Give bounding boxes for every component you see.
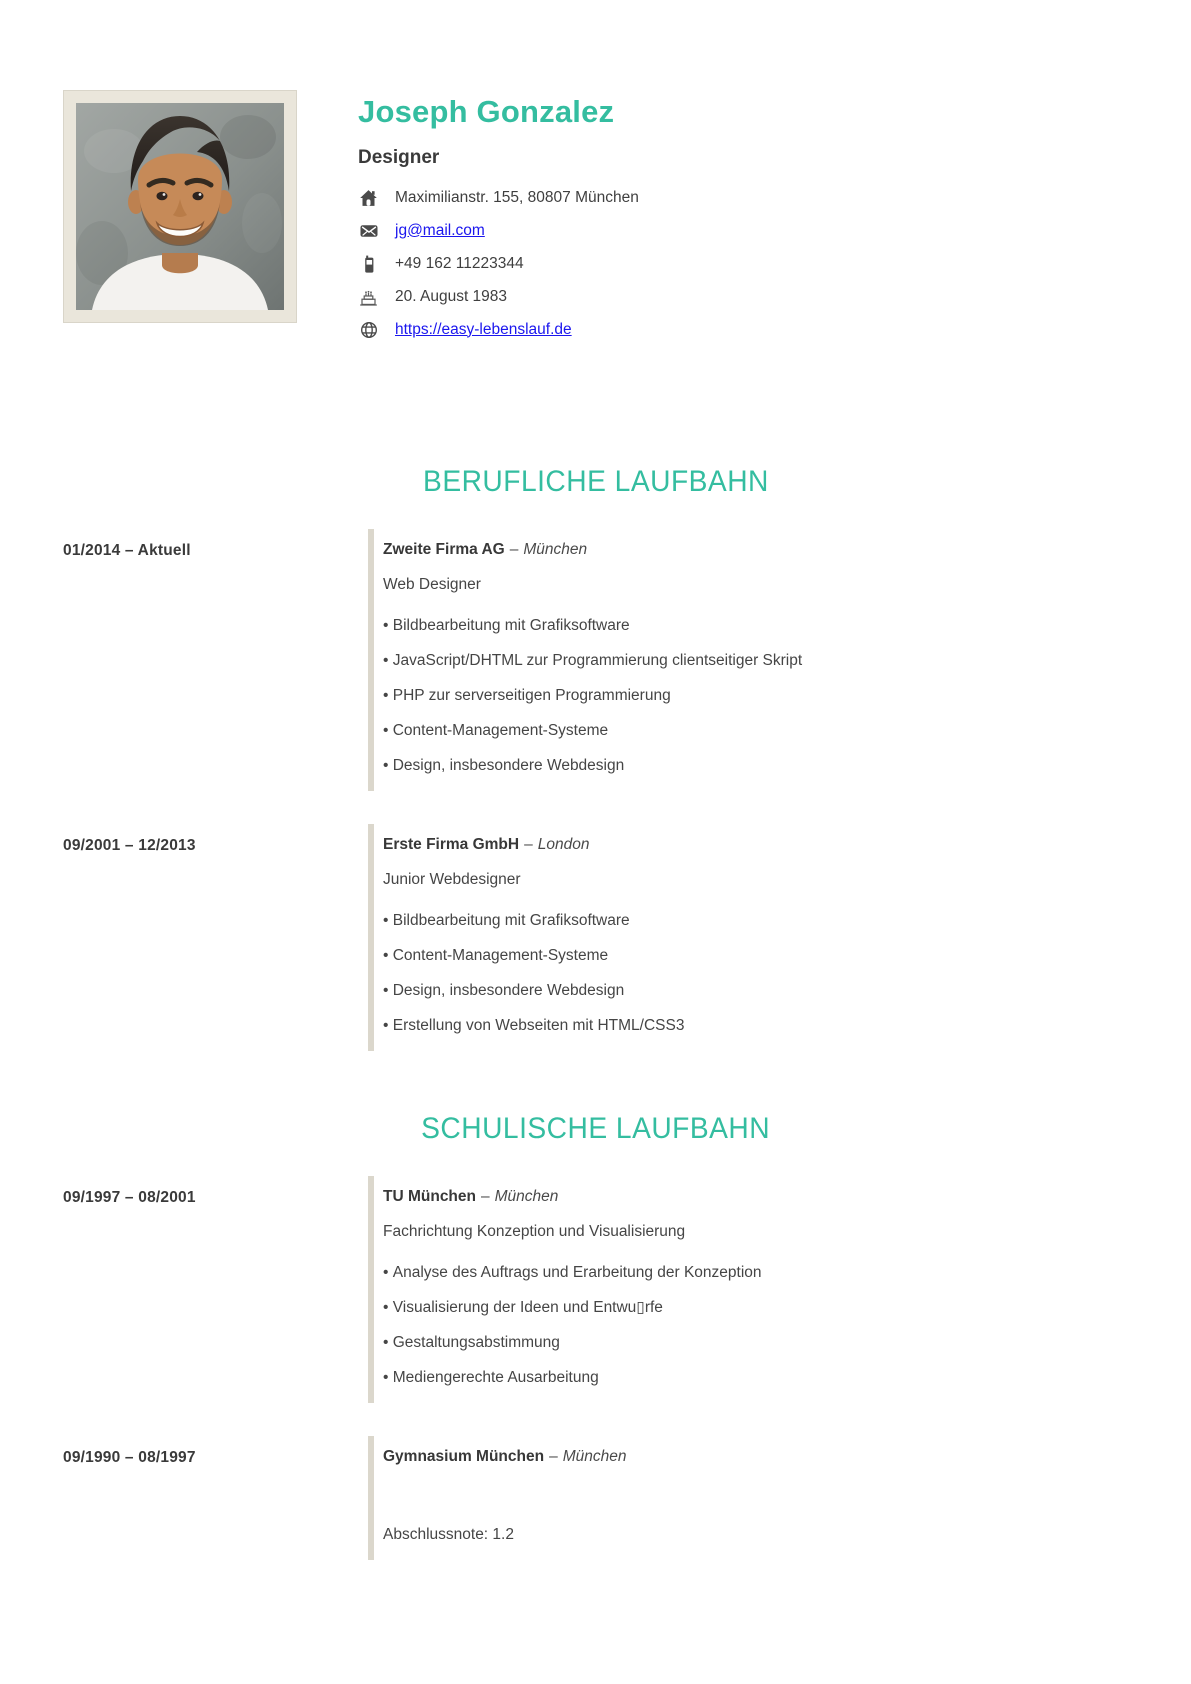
entry-organization: TU München — [383, 1188, 476, 1205]
entry-content — [368, 1436, 1128, 1560]
entry-period: 09/2001 – 12/2013 — [63, 837, 196, 854]
separator-dash: – — [549, 1448, 558, 1465]
bullet-item: • Bildbearbeitung mit Grafiksoftware — [383, 615, 1128, 637]
bullet-item: • Analyse des Auftrags und Erarbeitung der Konzeption — [383, 1262, 1128, 1284]
person-name: Joseph Gonzalez — [358, 94, 615, 129]
separator-dash: – — [509, 541, 519, 558]
phone-icon — [358, 255, 379, 273]
bullet-item: • Visualisierung der Ideen und Entwu▯rfe — [383, 1297, 1128, 1319]
contact-birthday — [358, 280, 639, 313]
entry-final-grade: Abschlussnote: 1.2 — [383, 1526, 514, 1543]
contact-phone-text: +49 162 11223344 — [395, 254, 524, 272]
mail-icon — [358, 222, 379, 240]
contact-list — [358, 181, 639, 346]
profile-photo — [63, 90, 297, 323]
entry-content — [368, 1176, 1128, 1403]
contact-address — [358, 181, 639, 214]
email-link[interactable]: jg@mail.com — [395, 221, 485, 239]
entry-tu-muenchen — [63, 1176, 1128, 1403]
entry-zweite-firma — [63, 529, 1128, 791]
separator-dash: – — [481, 1188, 490, 1205]
entry-title — [383, 539, 1128, 561]
bullet-item: • Mediengerechte Ausarbeitung — [383, 1367, 1128, 1389]
bullet-item: • Design, insbesondere Webdesign — [383, 980, 1128, 1002]
entry-location: München — [562, 1448, 627, 1465]
entry-erste-firma — [63, 824, 1128, 1051]
person-job-title: Designer — [358, 147, 440, 168]
bullet-list — [383, 1262, 1128, 1389]
entry-title — [383, 1446, 1128, 1468]
entry-role: Fachrichtung Konzeption und Visualisierung — [383, 1223, 686, 1240]
home-icon — [358, 189, 379, 207]
entry-title — [383, 1186, 1128, 1208]
entry-gymnasium — [63, 1436, 1128, 1560]
entry-role: Junior Webdesigner — [383, 871, 521, 888]
website-link[interactable]: https://easy-lebenslauf.de — [395, 320, 572, 338]
entry-period: 01/2014 – Aktuell — [63, 542, 191, 559]
entry-organization: Gymnasium München — [383, 1448, 545, 1465]
section-berufliche-laufbahn — [63, 464, 1128, 1051]
bullet-item: • Design, insbesondere Webdesign — [383, 755, 1128, 777]
separator-dash: – — [524, 836, 533, 853]
entry-title — [383, 834, 1128, 856]
entry-location: München — [523, 541, 588, 558]
contact-birthday-text: 20. August 1983 — [395, 287, 508, 305]
section-heading-berufliche-laufbahn: BERUFLICHE LAUFBAHN — [422, 465, 769, 498]
portrait-image — [76, 103, 284, 310]
section-heading-schulische-laufbahn: SCHULISCHE LAUFBAHN — [421, 1112, 770, 1145]
entry-organization: Erste Firma GmbH — [383, 836, 520, 853]
contact-email — [358, 214, 639, 247]
entry-organization: Zweite Firma AG — [383, 541, 505, 558]
bullet-item: • Gestaltungsabstimmung — [383, 1332, 1128, 1354]
contact-address-text: Maximilianstr. 155, 80807 München — [395, 188, 639, 206]
bullet-item: • Content-Management-Systeme — [383, 945, 1128, 967]
bullet-item: • Erstellung von Webseiten mit HTML/CSS3 — [383, 1015, 1128, 1037]
identity-block — [358, 90, 639, 346]
section-schulische-laufbahn — [63, 1111, 1128, 1560]
entry-content — [368, 824, 1128, 1051]
contact-website — [358, 313, 639, 346]
header — [63, 90, 1128, 346]
entry-role: Web Designer — [383, 576, 481, 593]
entry-location: London — [537, 836, 590, 853]
globe-icon — [358, 321, 379, 339]
bullet-list — [383, 615, 1128, 777]
cake-icon — [358, 288, 379, 306]
bullet-item: • PHP zur serverseitigen Programmierung — [383, 685, 1128, 707]
contact-phone — [358, 247, 639, 280]
entry-period: 09/1990 – 08/1997 — [63, 1449, 196, 1466]
entry-location: München — [494, 1188, 559, 1205]
bullet-list — [383, 910, 1128, 1037]
entry-period: 09/1997 – 08/2001 — [63, 1189, 196, 1206]
bullet-item: • Bildbearbeitung mit Grafiksoftware — [383, 910, 1128, 932]
bullet-item: • JavaScript/DHTML zur Programmierung clientseitiger Skript — [383, 650, 1128, 672]
bullet-item: • Content-Management-Systeme — [383, 720, 1128, 742]
entry-content — [368, 529, 1128, 791]
